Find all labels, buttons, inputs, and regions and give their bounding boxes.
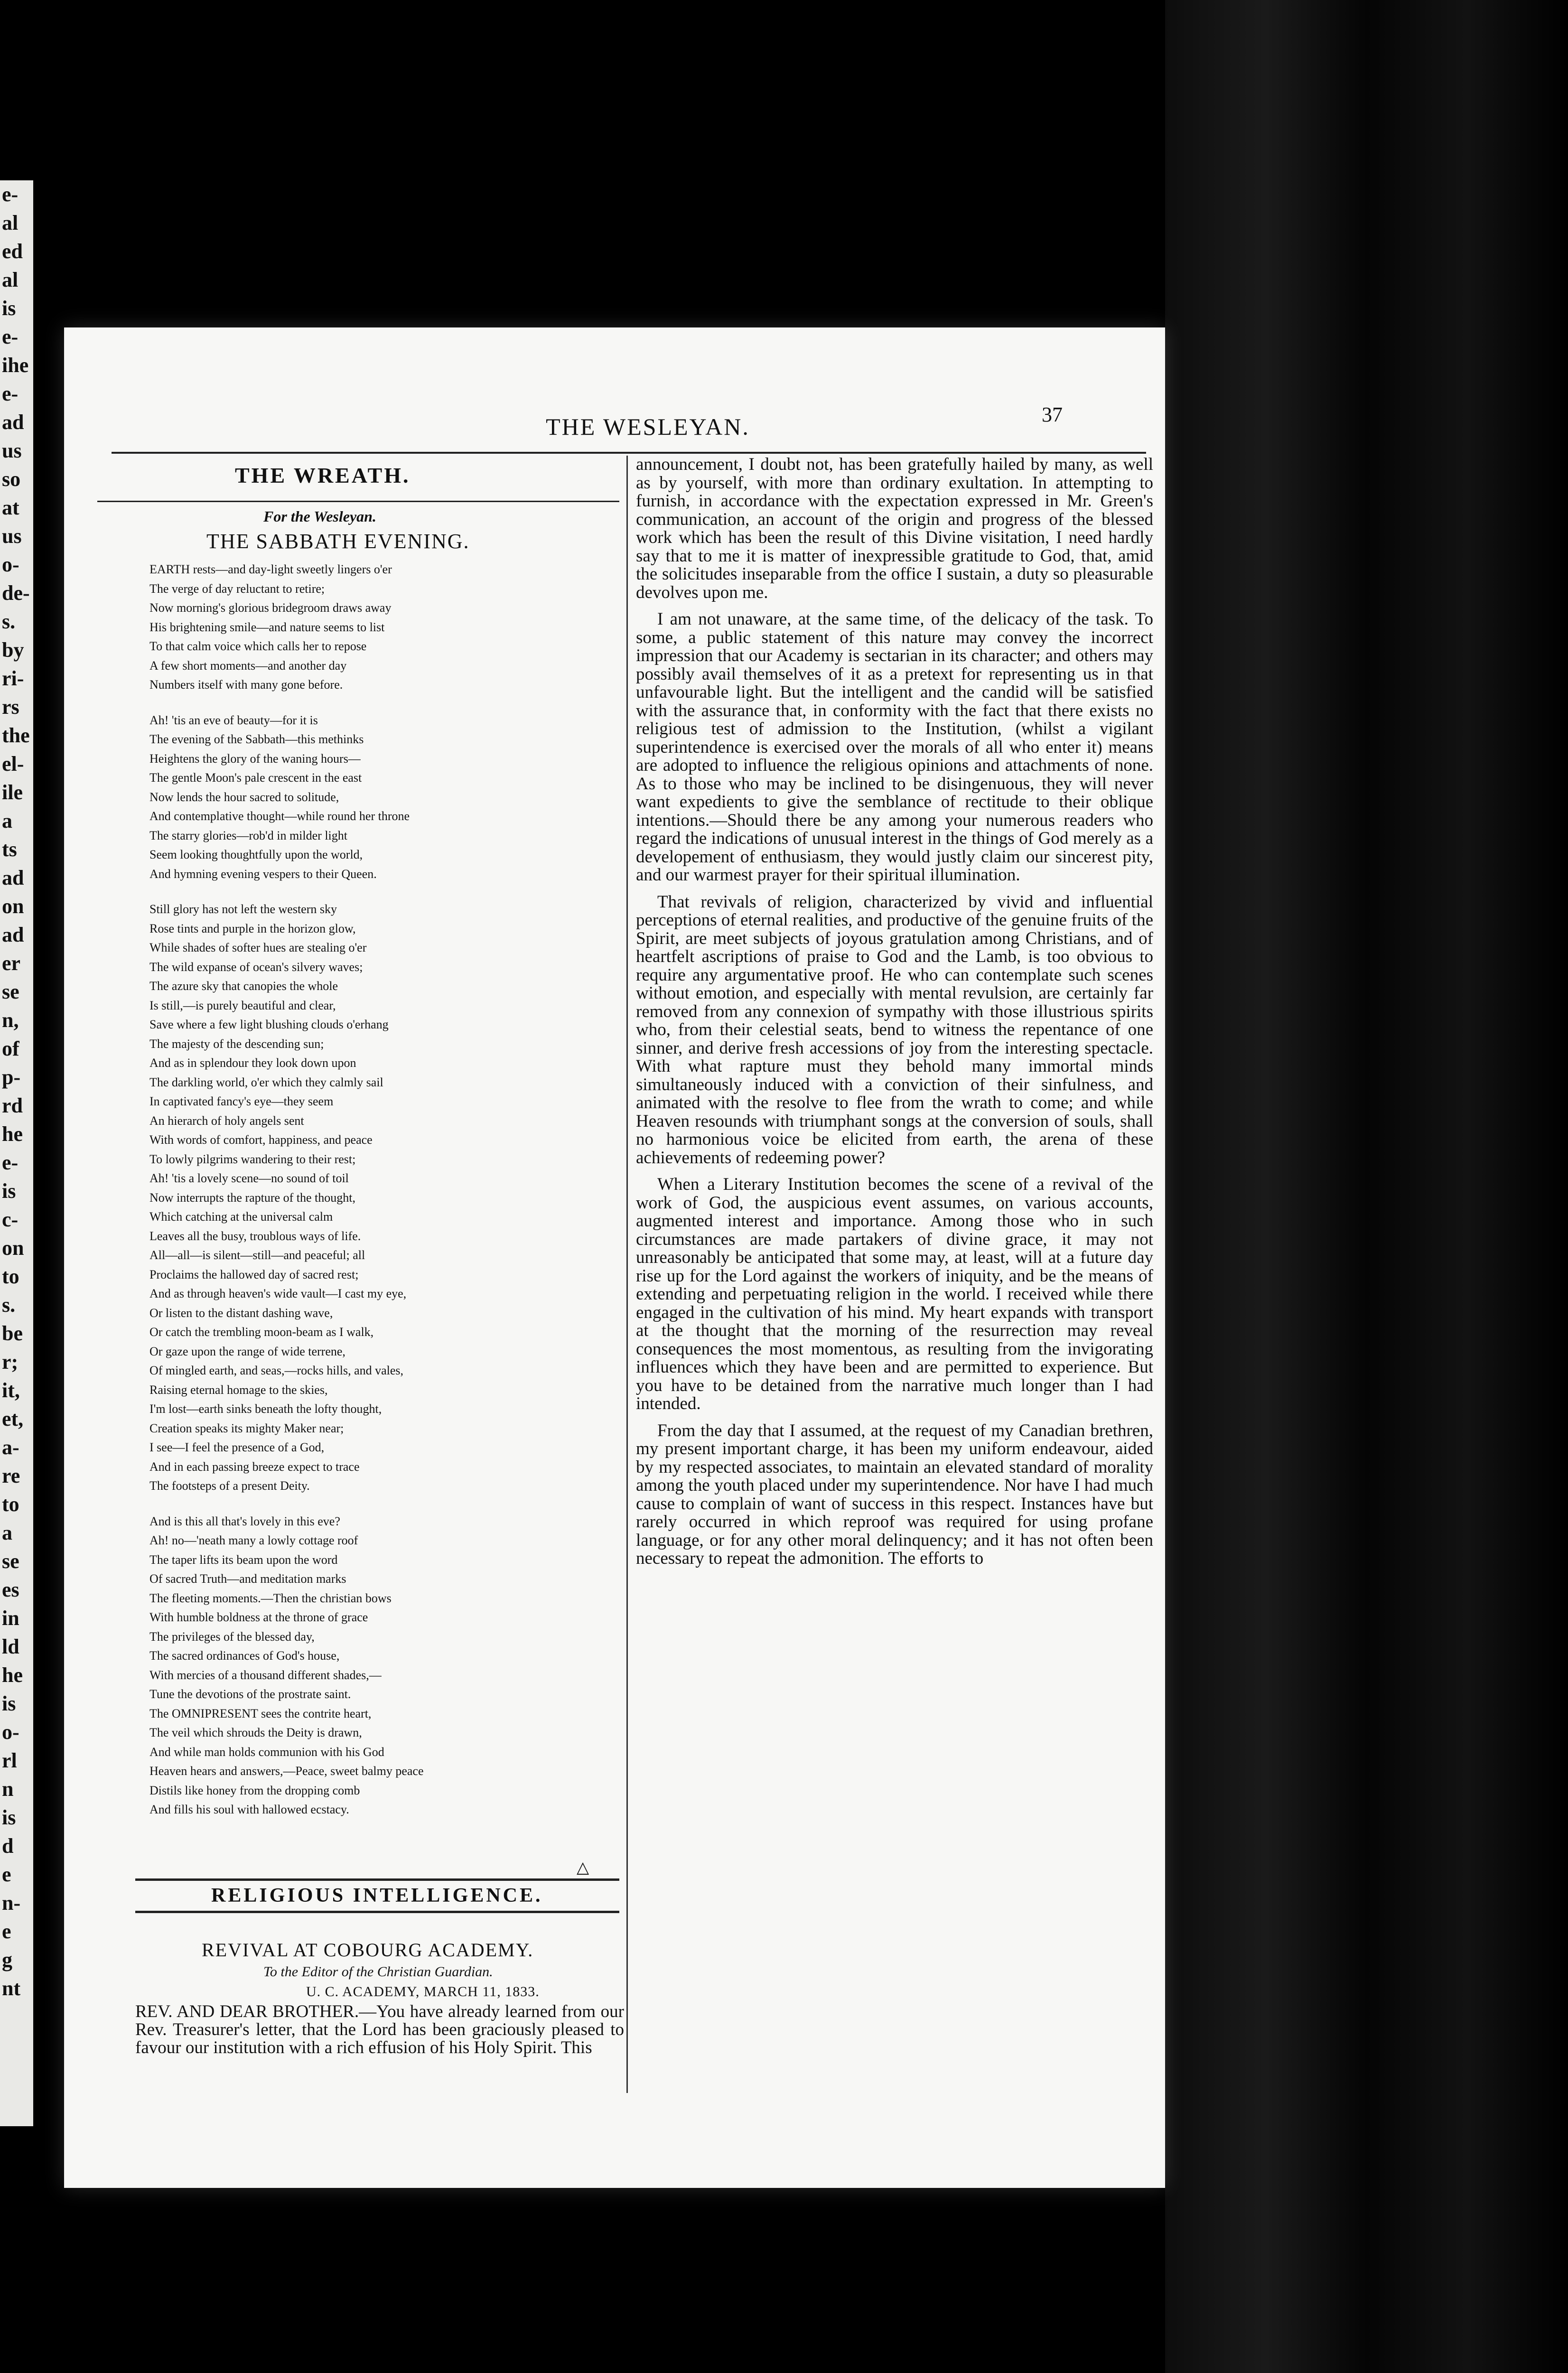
poem-line: The OMNIPRESENT sees the contrite heart, [149, 1706, 372, 1720]
poem-title: THE SABBATH EVENING. [206, 530, 470, 553]
adjacent-page-fragment: is [2, 1179, 16, 1203]
adjacent-page-fragment: on [2, 895, 24, 918]
adjacent-page-fragment: by [2, 638, 24, 662]
poem-line: The azure sky that canopies the whole [149, 979, 338, 993]
adjacent-page-fragment: p- [2, 1065, 21, 1089]
poem-line: To lowly pilgrims wandering to their rest; [149, 1152, 356, 1166]
poem-line: Leaves all the busy, troublous ways of life. [149, 1229, 361, 1243]
newspaper-page [64, 327, 1165, 2188]
adjacent-page-fragment: el- [2, 752, 24, 775]
poem-line: The majesty of the descending sun; [149, 1037, 324, 1051]
poem-line: Of sacred Truth—and meditation marks [149, 1572, 346, 1586]
poem-line: The gentle Moon's pale crescent in the east [149, 771, 362, 785]
poem-stanza [149, 1512, 619, 1820]
adjacent-page-fragment: is [2, 1692, 16, 1715]
poem-line: To that calm voice which calls her to repose [149, 639, 367, 653]
adjacent-page-fragment: he [2, 1663, 23, 1687]
poem-line: Numbers itself with many gone before. [149, 678, 343, 691]
adjacent-page-strip [0, 180, 33, 2126]
adjacent-page-fragment: a [2, 1521, 12, 1544]
adjacent-page-fragment: o- [2, 553, 19, 576]
adjacent-page-fragment: e [2, 1863, 11, 1886]
adjacent-page-fragment: se [2, 1550, 19, 1573]
adjacent-page-fragment: ad [2, 866, 24, 889]
adjacent-page-fragment: es [2, 1578, 19, 1601]
adjacent-page-fragment: c- [2, 1208, 19, 1231]
poem-line: Save where a few light blushing clouds o'erhang [149, 1018, 389, 1031]
adjacent-page-fragment: e [2, 1920, 11, 1943]
adjacent-page-fragment: us [2, 524, 22, 548]
article-opening: REV. AND DEAR BROTHER.—You have already learned from our Rev. Treasurer's letter, that the Lord has been graciously pleased to favour our institution with a rich effusion of his Holy Spirit. This [135, 2002, 624, 2057]
poem-line: Which catching at the universal calm [149, 1210, 333, 1224]
poem-line: The wild expanse of ocean's silvery waves; [149, 960, 363, 974]
poem-line: With mercies of a thousand different shades,— [149, 1668, 382, 1682]
adjacent-page-fragment: is [2, 1806, 16, 1829]
poem-line: Heaven hears and answers,—Peace, sweet balmy peace [149, 1764, 424, 1778]
poem-line: The taper lifts its beam upon the word [149, 1552, 338, 1567]
section-rule [135, 1878, 619, 1881]
poem-line: Now morning's glorious bridegroom draws away [149, 601, 392, 615]
poem-line: A few short moments—and another day [149, 658, 347, 673]
adjacent-page-fragment: re [2, 1464, 20, 1487]
section-rule [97, 501, 619, 502]
adjacent-page-fragment: ri- [2, 667, 24, 690]
adjacent-page-fragment: ihe [2, 354, 29, 377]
article-paragraph: That revivals of religion, characterized by vivid and influential perceptions of eternal realities, and productive of the genuine fruits of the Spirit, are meet subjects of joyous gratulation among Christians, and of heartfelt ascriptions of praise to God and the Lamb, is too obvious to require any argumentative proof. He who can contemplate such scenes without emotion, and especially with mental revulsion, are certainly far removed from any connexion of sympathy with those illustrious spirits who, from their celestial seats, bend to witness the repentance of one sinner, and derive fresh accessions of joy from the interesting spectacle. With what rapture must they behold many immortal minds simultaneously induced with a conviction of their sinfulness, and animated with the resolve to flee from the wrath to come; and while Heaven resounds with triumphant songs at the conversion of souls, shall no harmonious voice be elicited from earth, the arena of these achievements of redeeming power? [636, 892, 1153, 1168]
poem-stanza [149, 560, 619, 695]
poem-line: The verge of day reluctant to retire; [149, 581, 325, 596]
poem-line: Of mingled earth, and seas,—rocks hills, and vales, [149, 1364, 404, 1377]
adjacent-page-fragment: it, [2, 1379, 20, 1402]
poem-line: EARTH rests—and day-light sweetly lingers o'er [149, 562, 392, 576]
poem-line: The starry glories—rob'd in milder light [149, 828, 347, 842]
adjacent-page-fragment: d [2, 1834, 14, 1858]
poem-line: The footsteps of a present Deity. [149, 1479, 310, 1493]
poem-line: Now interrupts the rapture of the thought, [149, 1190, 355, 1205]
article-paragraph: I am not unaware, at the same time, of the delicacy of the task. To some, a public statement of this nature may convey the incorrect impression that our Academy is sectarian in its character; and others may possibly avail themselves of it as a pretext for representing us in that unfavourable light. But the intelligent and the candid will be satisfied with the assurance that, in conformity with the fact that there exists no religious test of admission to the Institution, (whilst a vigilant superintendence is exercised over the morals of all who enter it) means are adopted to influence the religious opinions and attachments of none. As to those who may be inclined to be disingenuous, they will never want expedients to give the semblance of rectitude to their oblique intentions.—Should there be any among your numerous readers who regard the indications of unusual interest in the things of God merely as a developement of enthusiasm, they would justly claim our sincerest pity, and our warmest prayer for their spiritual illumination. [636, 609, 1153, 885]
article-paragraph: announcement, I doubt not, has been gratefully hailed by many, as well as by yourself, with more than ordinary exultation. In attempting to furnish, in accordance with the expectation expressed in Mr. Green's communication, an account of the origin and progress of the blessed work which has been the result of this Divine visitation, I need hardly say that to me it is matter of inexpressible gratitude to God, that, amid the solicitudes inseparable from the office I sustain, a duty so pleasurable devolves upon me. [636, 455, 1153, 602]
adjacent-page-fragment: ad [2, 923, 24, 946]
adjacent-page-fragment: ed [2, 240, 23, 263]
adjacent-page-fragment: al [2, 268, 19, 291]
adjacent-page-fragment: n, [2, 1009, 19, 1032]
poem-stanza [149, 711, 619, 884]
poem-line: The darkling world, o'er which they calmly sail [149, 1075, 383, 1089]
adjacent-page-fragment: of [2, 1037, 19, 1060]
poem-line: Still glory has not left the western sky [149, 902, 337, 916]
section-title-religious: RELIGIOUS INTELLIGENCE. [211, 1885, 543, 1906]
poem-line: And while man holds communion with his God [149, 1745, 384, 1759]
article-dateline: U. C. ACADEMY, MARCH 11, 1833. [306, 1984, 540, 1999]
page-header-title: THE WESLEYAN. [546, 413, 750, 440]
poem-line: The sacred ordinances of God's house, [149, 1649, 340, 1663]
adjacent-page-fragment: e- [2, 382, 19, 405]
poem-line: Is still,—is purely beautiful and clear, [149, 998, 336, 1012]
adjacent-page-fragment: a [2, 809, 12, 832]
poem-line: With words of comfort, happiness, and peace [149, 1133, 373, 1147]
poem-line: Seem looking thoughtfully upon the world, [149, 848, 363, 861]
adjacent-page-fragment: al [2, 211, 19, 234]
adjacent-page-fragment: o- [2, 1720, 19, 1744]
poem-line: Or gaze upon the range of wide terrene, [149, 1344, 345, 1358]
adjacent-page-fragment: on [2, 1236, 24, 1260]
adjacent-page-fragment: nt [2, 1977, 21, 2000]
poem-line: Creation speaks its mighty Maker near; [149, 1421, 344, 1435]
adjacent-page-fragment: r; [2, 1350, 19, 1373]
poem-line: The veil which shrouds the Deity is drawn, [149, 1726, 362, 1739]
adjacent-page-fragment: se [2, 980, 19, 1003]
poem-line: With humble boldness at the throne of grace [149, 1610, 368, 1624]
adjacent-page-fragment: be [2, 1322, 23, 1345]
poem-source: For the Wesleyan. [263, 508, 376, 525]
poem-line: And fills his soul with hallowed ecstacy. [149, 1803, 349, 1816]
header-rule [112, 452, 1146, 454]
section-title-wreath: THE WREATH. [235, 463, 411, 487]
adjacent-page-fragment: g [2, 1948, 12, 1971]
adjacent-page-fragment: the [2, 724, 30, 747]
poem-line: I'm lost—earth sinks beneath the lofty thought, [149, 1402, 382, 1416]
poem-line: Rose tints and purple in the horizon glow, [149, 921, 356, 935]
poem-line: Or catch the trembling moon-beam as I walk, [149, 1325, 374, 1339]
poem-line: Ah! 'tis an eve of beauty—for it is [149, 713, 318, 727]
poem-line: And hymning evening vespers to their Queen. [149, 867, 377, 881]
adjacent-page-fragment: ts [2, 838, 17, 861]
poem-line: And contemplative thought—while round her throne [149, 809, 410, 823]
adjacent-page-fragment: e- [2, 183, 19, 206]
adjacent-page-fragment: e- [2, 1151, 19, 1174]
poem-line: The fleeting moments.—Then the christian bows [149, 1591, 392, 1605]
adjacent-page-fragment: er [2, 952, 21, 975]
poem-line: The evening of the Sabbath—this methinks [149, 732, 364, 746]
adjacent-page-fragment: ld [2, 1635, 19, 1658]
poem-line: All—all—is silent—still—and peaceful; all [149, 1248, 365, 1262]
adjacent-page-fragment: is [2, 297, 16, 320]
poem-line: While shades of softer hues are stealing o'er [149, 941, 367, 954]
poem-line: In captivated fancy's eye—they seem [149, 1094, 334, 1108]
adjacent-page-fragment: us [2, 439, 22, 462]
article-paragraph: When a Literary Institution becomes the scene of a revival of the work of God, the auspicious event assumes, on various accounts, augmented interest and importance. Among those who in such circumstances are made partakers of divine grace, it may not unreasonably be anticipated that some may, at least, will at a future day rise up for the Lord against the workers of iniquity, and be the means of extending and perpetuating religion in the world. I received while there engaged in the cultivation of his mind. My heart expands with transport at the thought that the morning of the resurrection may reveal consequences the most momentous, as resulting from the invigorating influences which they have been and are permitted to experience. But you have to be detained from the narrative much longer than I had intended. [636, 1175, 1153, 1413]
poem-end-mark: △ [577, 1859, 589, 1877]
adjacent-page-fragment: in [2, 1607, 19, 1630]
adjacent-page-fragment: n [2, 1777, 14, 1801]
right-column [636, 456, 1153, 1577]
section-rule [135, 1911, 619, 1913]
adjacent-page-fragment: et, [2, 1407, 24, 1430]
adjacent-page-fragment: rl [2, 1749, 17, 1772]
poem-line: Proclaims the hallowed day of sacred rest; [149, 1267, 359, 1281]
poem-line: Now lends the hour sacred to solitude, [149, 790, 339, 804]
adjacent-page-fragment: he [2, 1122, 23, 1146]
adjacent-page-fragment: s. [2, 1293, 16, 1317]
adjacent-page-fragment: ile [2, 781, 23, 804]
poem-line: Raising eternal homage to the skies, [149, 1383, 328, 1397]
adjacent-page-fragment: rd [2, 1094, 23, 1117]
poem-line: And as through heaven's wide vault—I cast my eye, [149, 1287, 407, 1300]
adjacent-page-fragment: to [2, 1493, 19, 1516]
poem-line: I see—I feel the presence of a God, [149, 1440, 325, 1454]
poem-line: And in each passing breeze expect to trace [149, 1459, 360, 1474]
article-paragraph: From the day that I assumed, at the request of my Canadian brethren, my present important charge, it has been my uniform endeavour, aided by my respected associates, to maintain an elevated standard of morality among the youth placed under my superintendence. Nor have I had much cause to complain of want of success in this respect. Instances have but rarely occurred in which reproof was required for using profane language, or for any other moral delinquency; and it has not often been necessary to repeat the admonition. The efforts to [636, 1420, 1153, 1568]
article-addressee: To the Editor of the Christian Guardian. [263, 1964, 493, 1980]
adjacent-page-fragment: at [2, 496, 19, 519]
page-number: 37 [1042, 403, 1063, 426]
poem-line: Tune the devotions of the prostrate saint. [149, 1687, 351, 1701]
poem-line: Ah! 'tis a lovely scene—no sound of toil [149, 1171, 349, 1185]
adjacent-page-fragment: so [2, 467, 21, 491]
poem-line: An hierarch of holy angels sent [149, 1113, 304, 1128]
poem-stanza [149, 900, 619, 1496]
poem-line: Ah! no—'neath many a lowly cottage roof [149, 1533, 358, 1547]
poem-line: His brightening smile—and nature seems to list [149, 620, 385, 634]
article-title: REVIVAL AT COBOURG ACADEMY. [202, 1939, 534, 1961]
adjacent-page-fragment: de- [2, 581, 30, 605]
adjacent-page-fragment: n- [2, 1891, 21, 1915]
adjacent-page-fragment: s. [2, 610, 16, 633]
column-divider [626, 456, 628, 2093]
poem-line: Heightens the glory of the waning hours— [149, 751, 361, 766]
poem-line: Distils like honey from the dropping comb [149, 1783, 360, 1797]
scanner-shadow [1165, 0, 1568, 2373]
adjacent-page-fragment: e- [2, 325, 19, 348]
adjacent-page-fragment: a- [2, 1436, 19, 1459]
adjacent-page-fragment: rs [2, 695, 19, 719]
poem-line: And is this all that's lovely in this eve? [149, 1514, 340, 1528]
poem-line: The privileges of the blessed day, [149, 1629, 315, 1644]
adjacent-page-fragment: to [2, 1265, 19, 1288]
poem-line: Or listen to the distant dashing wave, [149, 1306, 333, 1320]
poem-body [149, 560, 619, 1836]
poem-line: And as in splendour they look down upon [149, 1056, 356, 1070]
adjacent-page-fragment: ad [2, 411, 24, 434]
